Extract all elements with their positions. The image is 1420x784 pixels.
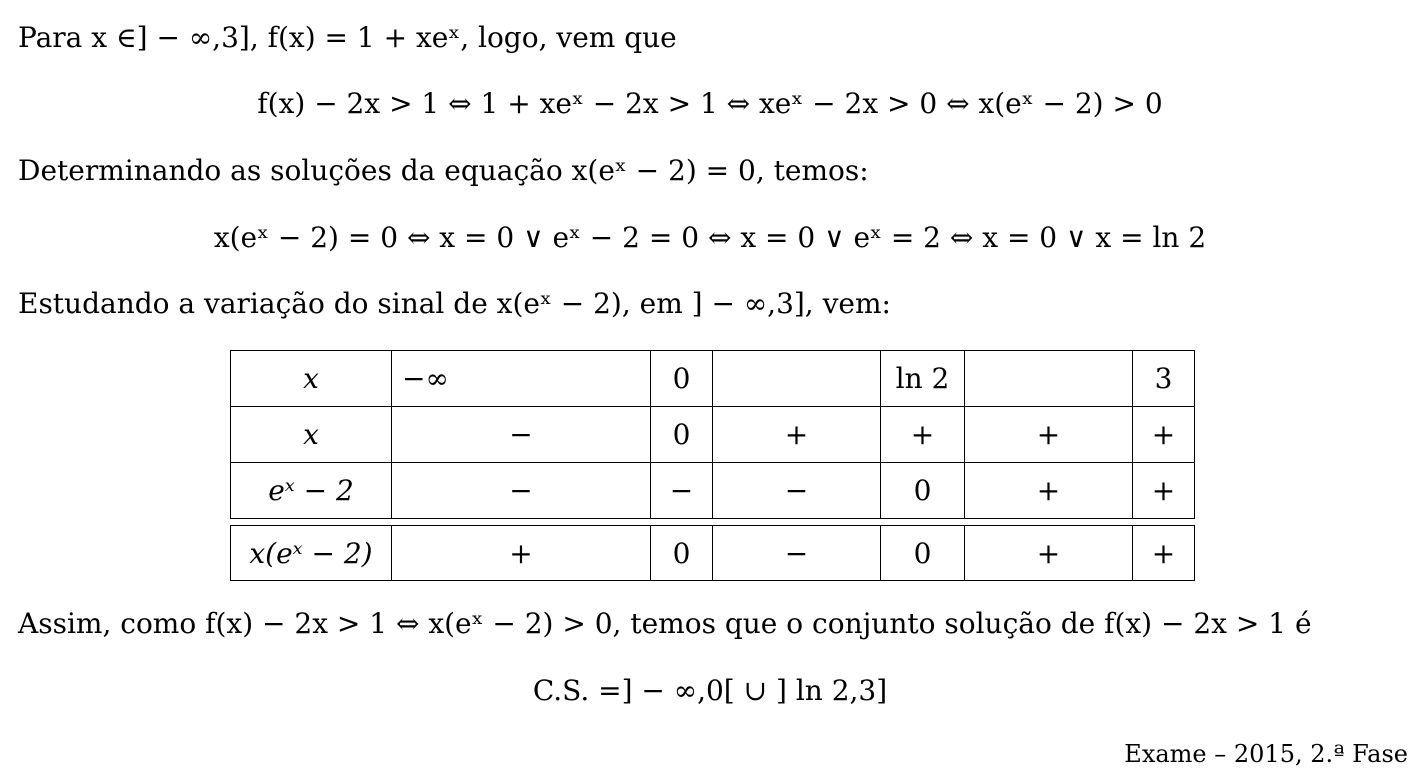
header-ln2: ln 2 (881, 351, 965, 407)
row-exp-cell: + (965, 463, 1133, 519)
equation-solutions: x(eˣ − 2) = 0 ⇔ x = 0 ∨ eˣ − 2 = 0 ⇔ x = 0 ∨ eˣ = 2 ⇔ x = 0 ∨ x = ln 2 (213, 221, 1207, 254)
header-minus-infinity: −∞ (392, 351, 651, 407)
determining-solutions-text: Determinando as soluções da equação x(eˣ − 2) = 0, temos: (18, 154, 869, 187)
header-interval-2 (965, 351, 1133, 407)
intro-text: Para x ∈] − ∞,3], f(x) = 1 + xeˣ, logo, vem que (18, 21, 677, 54)
header-interval-1 (713, 351, 881, 407)
header-x: x (231, 351, 392, 407)
row-product-cell: 0 (881, 526, 965, 581)
gap-cell (231, 519, 1195, 526)
conclusion-text: Assim, como f(x) − 2x > 1 ⇔ x(eˣ − 2) > 0, temos que o conjunto solução de f(x) − 2x > 1 é (18, 607, 1312, 640)
row-exp-cell: − (651, 463, 713, 519)
row-exp-label: eˣ − 2 (231, 463, 392, 519)
row-product-label: x(eˣ − 2) (231, 526, 392, 581)
row-exp-cell: 0 (881, 463, 965, 519)
sign-table-row-exp (231, 463, 1195, 519)
sign-table-header-row (231, 351, 1195, 407)
sign-table-row-x (231, 407, 1195, 463)
exam-footer: Exame – 2015, 2.ª Fase (1124, 740, 1408, 768)
row-exp-cell: + (1133, 463, 1195, 519)
row-product-cell: + (1133, 526, 1195, 581)
row-x-cell: + (1133, 407, 1195, 463)
row-x-cell: − (392, 407, 651, 463)
row-x-cell: + (713, 407, 881, 463)
row-x-cell: + (881, 407, 965, 463)
sign-study-text: Estudando a variação do sinal de x(eˣ − 2), em ] − ∞,3], vem: (18, 287, 891, 320)
row-x-cell: 0 (651, 407, 713, 463)
row-exp-cell: − (713, 463, 881, 519)
row-product-cell: + (965, 526, 1133, 581)
equation-inequality: f(x) − 2x > 1 ⇔ 1 + xeˣ − 2x > 1 ⇔ xeˣ − 2x > 0 ⇔ x(eˣ − 2) > 0 (257, 87, 1163, 120)
row-product-cell: 0 (651, 526, 713, 581)
row-x-cell: + (965, 407, 1133, 463)
row-product-cell: − (713, 526, 881, 581)
header-three: 3 (1133, 351, 1195, 407)
header-zero: 0 (651, 351, 713, 407)
row-exp-cell: − (392, 463, 651, 519)
row-product-cell: + (392, 526, 651, 581)
sign-table (230, 350, 1195, 581)
sign-table-row-product (231, 526, 1195, 581)
row-x-label: x (231, 407, 392, 463)
solution-set: C.S. =] − ∞,0[ ∪ ] ln 2,3] (532, 674, 888, 707)
sign-table-gap (231, 519, 1195, 526)
